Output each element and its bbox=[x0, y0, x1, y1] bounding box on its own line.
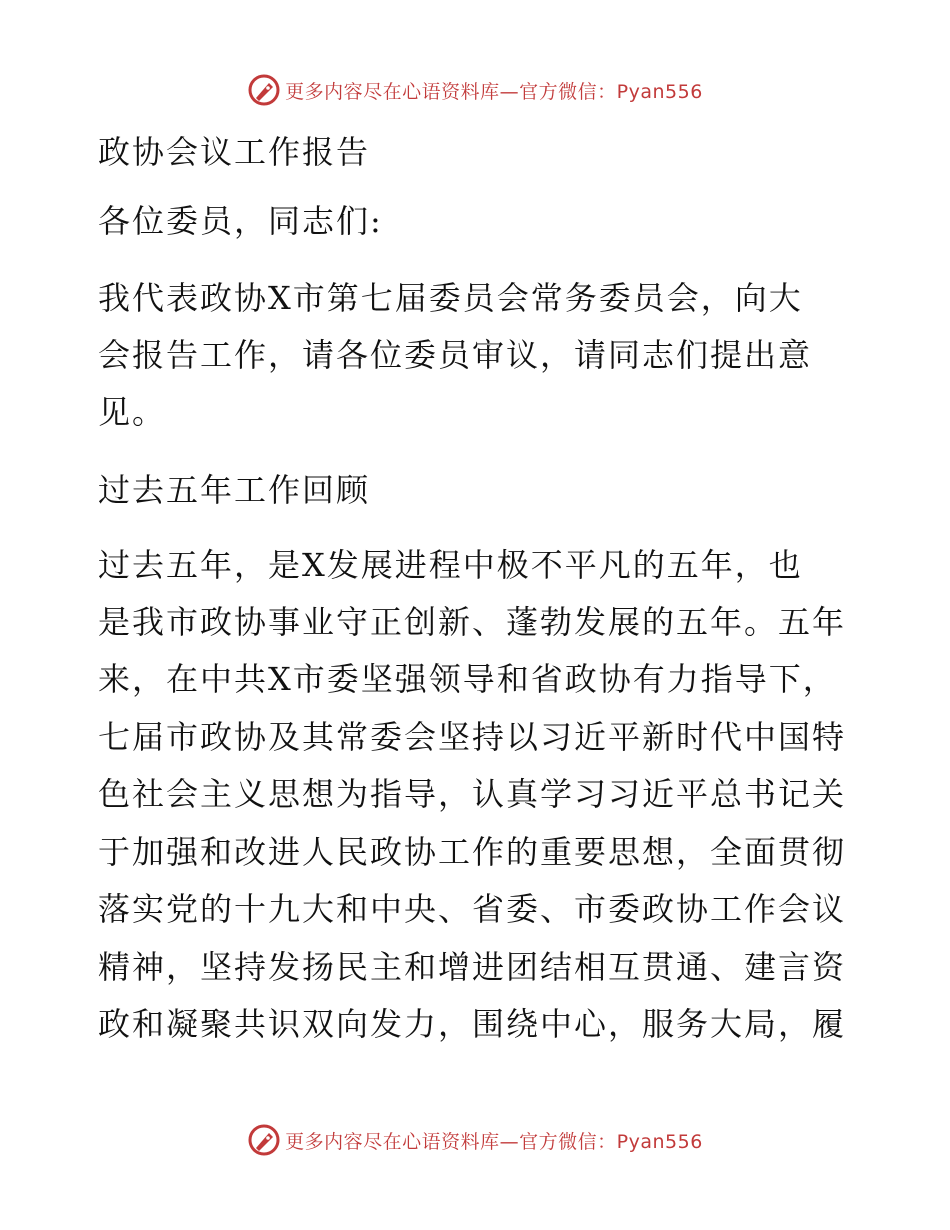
header-watermark-banner bbox=[0, 70, 950, 110]
paragraph-line: 七届市政协及其常委会坚持以习近平新时代中国特 bbox=[98, 718, 847, 756]
paragraph-line: 来，在中共X市委坚强领导和省政协有力指导下， bbox=[98, 660, 837, 698]
document-title: 政协会议工作报告 bbox=[98, 133, 371, 171]
paragraph-line: 色社会主义思想为指导，认真学习习近平总书记关 bbox=[98, 775, 847, 813]
watermark-text: 更多内容尽在心语资料库—官方微信：Pyan556 bbox=[285, 1130, 703, 1153]
paragraph-line: 落实党的十九大和中央、省委、市委政协工作会议 bbox=[98, 890, 847, 928]
paragraph-line: 精神，坚持发扬民主和增进团结相互贯通、建言资 bbox=[98, 948, 847, 986]
section-heading: 过去五年工作回顾 bbox=[98, 471, 371, 509]
pen-nib-logo-icon bbox=[247, 73, 281, 107]
paragraph-line: 是我市政协事业守正创新、蓬勃发展的五年。五年 bbox=[98, 603, 847, 641]
paragraph-line: 会报告工作，请各位委员审议，请同志们提出意 bbox=[98, 336, 813, 374]
paragraph-line: 见。 bbox=[98, 393, 167, 431]
paragraph-line: 政和凝聚共识双向发力，围绕中心，服务大局，履 bbox=[98, 1005, 847, 1043]
watermark-text: 更多内容尽在心语资料库—官方微信：Pyan556 bbox=[285, 80, 703, 103]
paragraph-line: 于加强和改进人民政协工作的重要思想，全面贯彻 bbox=[98, 833, 847, 871]
paragraph-line: 我代表政协X市第七届委员会常务委员会，向大 bbox=[98, 279, 803, 317]
paragraph-line: 过去五年，是X发展进程中极不平凡的五年，也 bbox=[98, 546, 803, 584]
pen-nib-logo-icon bbox=[247, 1123, 281, 1157]
salutation: 各位委员，同志们: bbox=[98, 202, 383, 240]
footer-watermark-banner bbox=[0, 1120, 950, 1160]
